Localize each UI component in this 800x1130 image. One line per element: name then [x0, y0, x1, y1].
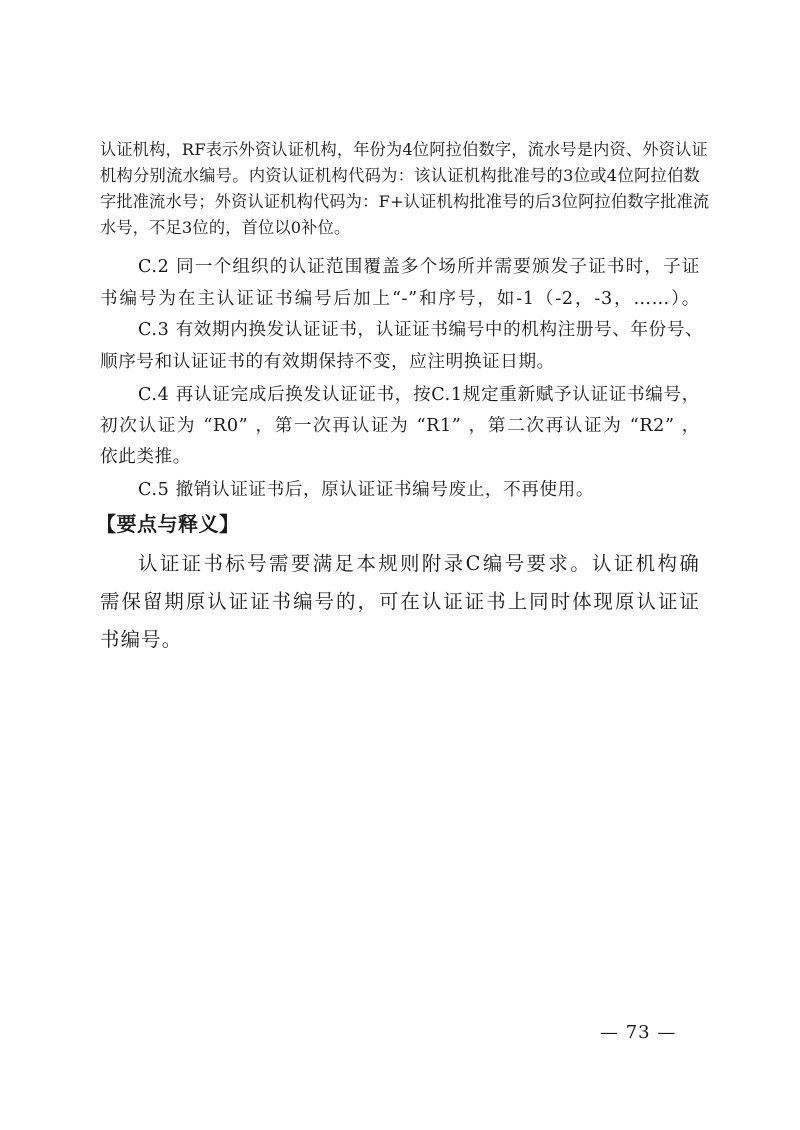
clause-c4-line-2: 初次认证为 “R0” ，第一次再认证为 “R1” ，第二次再认证为 “R2” ，: [100, 416, 700, 436]
page-number: — 73 —: [600, 1022, 677, 1043]
clause-c4-line-3: 依此类推。: [100, 447, 191, 467]
explanation-line-2: 需保留期原认证证书编号的，可在认证证书上同时体现原认证证: [100, 590, 700, 613]
intro-line-2: 机构分别流水编号。内资认证机构代码为：该认证机构批准号的3位或4位阿拉伯数: [100, 166, 700, 185]
explanation-line-3: 书编号。: [100, 628, 183, 651]
explanation-line-1: 认证证书标号需要满足本规则附录C编号要求。认证机构确: [138, 552, 700, 575]
intro-line-1: 认证机构，RF表示外资认证机构，年份为4位阿拉伯数字，流水号是内资、外资认证: [100, 140, 708, 159]
clause-c2-line-2: 书编号为在主认证证书编号后加上“-”和序号，如-1（-2，-3，……）。: [100, 289, 700, 309]
clause-c3-line-2: 顺序号和认证证书的有效期保持不变，应注明换证日期。: [100, 352, 555, 372]
clause-c5-line-1: C.5 撤销认证证书后，原认证证书编号废止，不再使用。: [138, 480, 595, 500]
clause-c4-line-1: C.4 再认证完成后换发认证证书，按C.1规定重新赋予认证证书编号，: [138, 385, 700, 405]
intro-line-4: 水号，不足3位的，首位以0补位。: [100, 218, 351, 237]
clause-c3-line-1: C.3 有效期内换发认证证书，认证证书编号中的机构注册号、年份号、: [138, 320, 704, 340]
intro-line-3: 字批准流水号；外资认证机构代码为：F+认证机构批准号的后3位阿拉伯数字批准流: [100, 192, 710, 211]
section-heading: 【要点与释义】: [96, 512, 240, 536]
clause-c2-line-1: C.2 同一个组织的认证范围覆盖多个场所并需要颁发子证书时，子证: [138, 257, 700, 277]
